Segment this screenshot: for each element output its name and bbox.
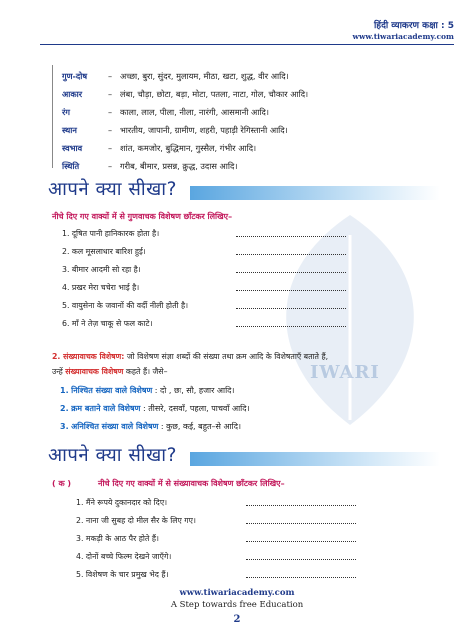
- kind-name: क्रम बताने वाले विशेषण: [71, 404, 141, 413]
- definition-dash: –: [108, 125, 113, 135]
- definition-term: रंग: [62, 107, 70, 117]
- exercise-instruction: नीचे दिए गए वाक्यों में से गुणवाचक विशेषण छाँटकर लिखिए–: [52, 212, 233, 221]
- kind-number: 3.: [60, 422, 69, 431]
- subsection-heading: 2. संख्यावाचक विशेषण:: [52, 352, 125, 361]
- kind-examples: : तीसरे, दसवाँ, पहला, पाचवाँ आदि।: [140, 404, 250, 413]
- answer-line[interactable]: [246, 505, 356, 506]
- definition-dash: –: [108, 71, 113, 81]
- answer-line[interactable]: [236, 308, 346, 309]
- definition-desc: भारतीय, जापानी, ग्रामीण, शहरी, पहाड़ी रेगिस्तानी आदि।: [120, 125, 288, 135]
- definition-paragraph: [52, 349, 452, 379]
- question-item: 5. विशेषण के चार प्रमुख भेद हैं।: [76, 570, 169, 579]
- question-item: 2. नाना जी सुबह दो मील सैर के लिए गए।: [76, 516, 196, 525]
- section-title: आपने क्या सीखा?: [48, 445, 177, 466]
- definition-desc: लंबा, चौड़ा, छोटा, बड़ा, मोटा, पतला, नाटा, गोल, चौकार आदि।: [120, 89, 309, 99]
- kind-number: 2.: [60, 404, 69, 413]
- question-item: 3. बीमार आदमी सो रहा है।: [62, 265, 141, 274]
- answer-line[interactable]: [236, 290, 346, 291]
- section-title-bar: [190, 186, 440, 200]
- kind-item: [60, 385, 234, 396]
- kind-item: [60, 403, 250, 414]
- page-header-title: हिंदी व्याकरण कक्षा : 5: [373, 21, 454, 31]
- definition-term: स्वभाव: [62, 143, 83, 153]
- definition-desc: शांत, कमजोर, बुद्धिमान, गुस्सैल, गंभीर आदि।: [120, 143, 257, 153]
- answer-line[interactable]: [236, 236, 346, 237]
- leaf-watermark-icon: [250, 205, 450, 435]
- definitions-table: [52, 67, 432, 175]
- kind-name: निश्चित संख्या वाले विशेषण: [71, 386, 153, 395]
- question-item: 5. वायुसेना के जवानों की वर्दी नीली होती है।: [62, 301, 189, 310]
- exercise-instruction: नीचे दिए गए वाक्यों में से संख्यावाचक विशेषण छाँटकर लिखिए–: [98, 479, 285, 488]
- definition-desc: काला, लाल, पीला, नीला, नारंगी, आसमानी आदि।: [120, 107, 269, 117]
- paragraph-text: जो विशेषण संज्ञा शब्दों की संख्या तथा क्रम आदि के विशेषताएँ बताते हैं,: [124, 352, 329, 361]
- watermark-text: IWARI: [310, 362, 380, 383]
- answer-line[interactable]: [246, 559, 356, 560]
- definition-desc: गरीब, बीमार, प्रसन्न, क्रुद्ध, उदास आदि।: [120, 161, 238, 171]
- question-item: 3. मकड़ी के आठ पैर होते हैं।: [76, 534, 159, 543]
- answer-line[interactable]: [246, 541, 356, 542]
- definition-term: गुण-दोष: [62, 71, 88, 81]
- section-title-bar: [190, 452, 440, 466]
- question-item: 4. दोनों बच्चे फिल्म देखने जाएँगे।: [76, 552, 172, 561]
- definition-row: [52, 157, 432, 175]
- definition-dash: –: [108, 89, 113, 99]
- definition-term: स्थिति: [62, 161, 80, 171]
- definition-row: [52, 121, 432, 139]
- kind-item: [60, 421, 241, 432]
- paragraph-text: उन्हें: [52, 367, 66, 376]
- answer-line[interactable]: [246, 523, 356, 524]
- question-item: 4. प्रखर मेरा चचेरा भाई है।: [62, 283, 140, 292]
- definition-row: [52, 139, 432, 157]
- question-item: 6. माँ ने तेज़ चाकू से फल काटे।: [62, 319, 153, 328]
- definition-row: [52, 67, 432, 85]
- kind-number: 1.: [60, 386, 69, 395]
- answer-line[interactable]: [236, 254, 346, 255]
- answer-line[interactable]: [236, 326, 346, 327]
- definition-dash: –: [108, 161, 113, 171]
- question-item: 1. दूषित पानी हानिकारक होता है।: [62, 229, 160, 238]
- paragraph-text: कहते हैं। जैसे–: [123, 367, 168, 376]
- question-item: 1. मैंने रूपये दुकानदार को दिए।: [76, 498, 168, 507]
- footer-tagline: A Step towards free Education: [170, 600, 304, 610]
- definition-desc: अच्छा, बुरा, सुंदर, मुलायम, मीठा, खटा, शुद्ध, वीर आदि।: [120, 71, 289, 81]
- kind-examples: : दो , छः, सौ, हजार आदि।: [152, 386, 235, 395]
- definition-dash: –: [108, 107, 113, 117]
- kind-examples: : कुछ, कई, बहुत–से आदि।: [158, 422, 241, 431]
- section-title: आपने क्या सीखा?: [48, 179, 177, 200]
- header-divider: [40, 44, 454, 45]
- answer-line[interactable]: [236, 272, 346, 273]
- definition-row: [52, 103, 432, 121]
- page-number: 2: [233, 614, 241, 625]
- highlight-term: संख्यावाचक विशेषण: [65, 367, 124, 376]
- answer-line[interactable]: [246, 577, 356, 578]
- footer-url-link[interactable]: www.tiwariacademy.com: [179, 588, 295, 598]
- question-item: 2. कल मूसलाधार बारिश हुई।: [62, 247, 146, 256]
- definition-term: आकार: [62, 89, 83, 99]
- definition-dash: –: [108, 143, 113, 153]
- kind-name: अनिश्चित संख्या वाले विशेषण: [71, 422, 159, 431]
- definition-term: स्थान: [62, 125, 77, 135]
- exercise-label: ( क ): [52, 479, 72, 488]
- header-url-link[interactable]: www.tiwariacademy.com: [352, 32, 454, 41]
- definition-row: [52, 85, 432, 103]
